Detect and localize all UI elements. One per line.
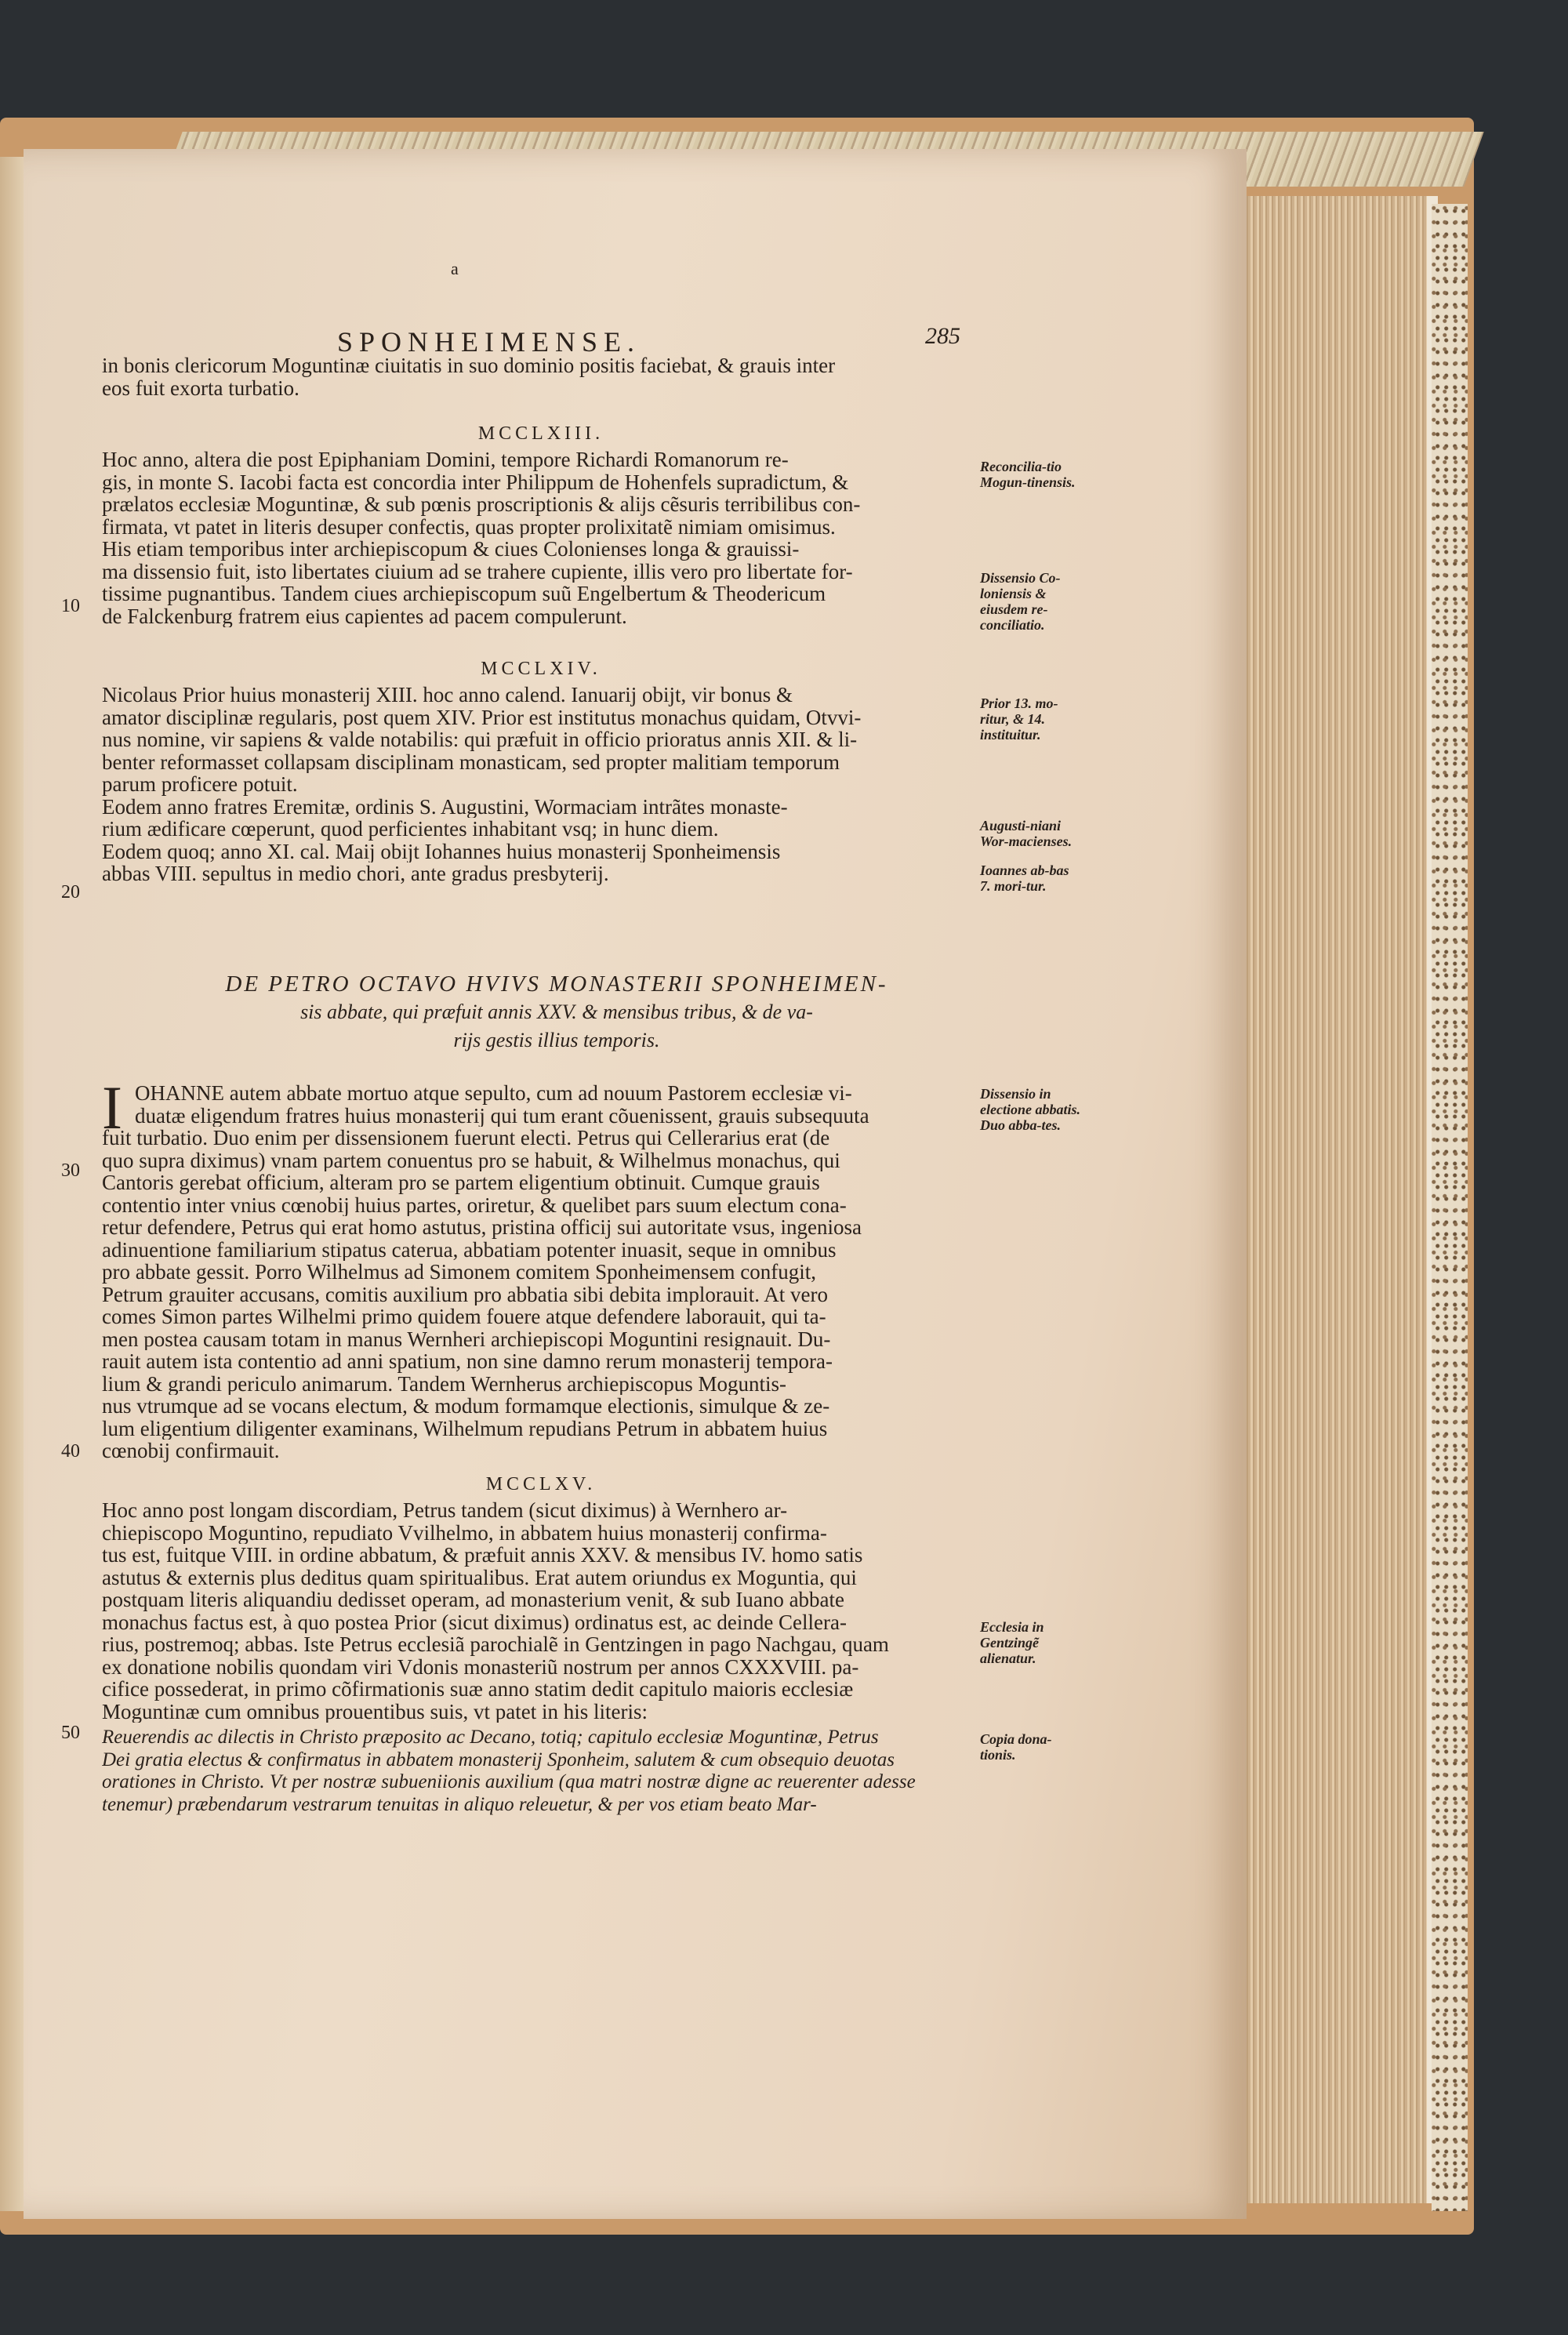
text-line: ma dissensio fuit, isto libertates ciuium ad se trahere cupiente, illis vero pro libertate for- (102, 560, 853, 583)
year-heading-1265: MCCLXV. (485, 1474, 597, 1494)
line-number: 50 (61, 1723, 80, 1743)
text-line: adinuentione familiarium stipatus caterua, abbatiam potenter inuasit, seque in omnibus (102, 1238, 837, 1261)
line-number: 20 (61, 882, 80, 902)
line-number: 30 (61, 1160, 80, 1181)
text-line: fuit turbatio. Duo enim per dissensionem fuerunt electi. Petrus qui Cellerarius erat (de (102, 1127, 830, 1149)
text-line: OHANNE autem abbate mortuo atque sepulto, cum ad nouum Pastorem ecclesiæ vi- (135, 1082, 852, 1105)
text-line: contentio inter vnius cœnobij huius partes, oriretur, & quelibet pars suum electum cona- (102, 1193, 847, 1216)
text-line: men postea causam totam in manus Wernheri archiepiscopi Moguntini resignauit. Du- (102, 1327, 831, 1350)
margin-note: Ioannes ab-bas 7. mori-tur. (980, 862, 1069, 894)
text-line: Petrum grauiter accusans, comitis auxilium pro abbatia sibi debita implorauit. At vero (102, 1283, 829, 1305)
text-line: benter reformasset collapsam disciplinam monasticam, sed propter malitiam temporum (102, 750, 840, 773)
year-heading-1264: MCCLXIV. (481, 659, 601, 679)
text-line: orationes in Christo. Vt per nostræ subueniionis auxilium (qua matri nostræ digne ac reuerenter adesse (102, 1771, 916, 1792)
text-line: His etiam temporibus inter archiepiscopum & ciues Colonienses longa & grauissi- (102, 538, 800, 561)
margin-note: Dissensio Co-loniensis & eiusdem re-conciliatio. (980, 570, 1061, 633)
text-line: parum proficere potuit. (102, 773, 298, 796)
text-line: Reuerendis ac dilectis in Christo præposito ac Decano, totiq; capitulo ecclesiæ Moguntinæ, Petrus (102, 1727, 879, 1748)
text-line: Eodem quoq; anno XI. cal. Maij obijt Iohannes huius monasterij Sponheimensis (102, 840, 781, 862)
text-line: quo supra diximus) vnam partem conuentus pro se habuit, & Wilhelmus monachus, qui (102, 1149, 840, 1171)
letter-quotation (102, 1727, 980, 1816)
margin-note: Reconcilia-tio Mogun-tinensis. (980, 459, 1076, 490)
signature-mark: a (451, 259, 459, 278)
paragraph-1265 (102, 1499, 980, 1723)
text-line: Cantoris gerebat officium, alteram pro se partem eligentium obtinuit. Cumque grauis (102, 1171, 820, 1194)
running-head: SPONHEIMENSE. (337, 326, 641, 358)
text-line: comes Simon partes Wilhelmi primo quidem fouere atque defendere laborauit, qui ta- (102, 1305, 826, 1328)
text-line: monachus factus est, à quo postea Prior (sicut diximus) ordinatus est, ac deinde Cellera- (102, 1611, 847, 1633)
text-line: eos fuit exorta turbatio. (102, 376, 299, 399)
chapter-title (133, 970, 980, 1055)
text-line: tissime pugnantibus. Tandem ciues archiepiscopum suũ Engelbertum & Theodericum (102, 583, 826, 605)
page-number: 285 (925, 323, 960, 349)
text-line: Eodem anno fratres Eremitæ, ordinis S. Augustini, Wormaciam intrãtes monaste- (102, 795, 788, 818)
text-line: chiepiscopo Moguntino, repudiato Vvilhelmo, in abbatem huius monasterij confirma- (102, 1521, 827, 1544)
text-line: tus est, fuitque VIII. in ordine abbatum, & præfuit annis XXV. & mensibus IV. homo satis (102, 1544, 863, 1567)
text-line: astutus & externis plus deditus quam spiritualibus. Erat autem oriundus ex Moguntia, qui (102, 1566, 857, 1589)
margin-note: Ecclesia in Gentzingẽ alienatur. (980, 1619, 1044, 1666)
text-line: Hoc anno, altera die post Epiphaniam Domini, tempore Richardi Romanorum re- (102, 448, 789, 471)
page-stack-edge (1223, 196, 1438, 2203)
paragraph-1264 (102, 684, 980, 885)
text-line: in bonis clericorum Moguntinæ ciuitatis in suo dominio positis faciebat, & grauis inter (102, 354, 836, 377)
line-number: 10 (61, 596, 80, 616)
text-line: postquam literis aliquandiu dedisset operam, ad monasterium venit, & sub Iuano abbate (102, 1589, 845, 1611)
text-line: tenemur) præbendarum vestrarum tenuitas in aliquo releuetur, & per vos etiam beato Mar- (102, 1793, 817, 1815)
text-line: nus vtrumque ad se vocans electum, & modum formamque electionis, simulque & ze- (102, 1395, 830, 1418)
text-line: firmata, vt patet in literis desuper confectis, quas propter prolixitatẽ nimiam omisimus. (102, 515, 836, 538)
text-line: Moguntinæ cum omnibus prouentibus suis, vt patet in his literis: (102, 1700, 648, 1723)
text-line: cifice possederat, in primo cõfirmationis suæ anno statim dedit capitulo maioris ecclesiæ (102, 1678, 854, 1701)
text-line: cœnobij confirmauit. (102, 1440, 280, 1462)
year-heading-1263: MCCLXIII. (477, 423, 604, 444)
margin-note: Dissensio in electione abbatis. Duo abba-tes. (980, 1086, 1080, 1133)
drop-cap: I (102, 1073, 122, 1142)
text-line: Dei gratia electus & confirmatus in abbatem monasterij Sponheim, salutem & cum obsequio deuotas (102, 1749, 895, 1770)
text-line: lium & grandi periculo animarum. Tandem Wernherus archiepiscopus Moguntis- (102, 1372, 786, 1395)
text-line: rius, postremoq; abbas. Iste Petrus ecclesiã parochialẽ in Gentzingen in pago Nachgau, quam (102, 1633, 889, 1656)
paragraph-chapter-opening (102, 1073, 980, 1462)
line-number: 40 (61, 1441, 80, 1462)
speckled-fore-edge (1432, 204, 1468, 2211)
text-line: pro abbate gessit. Porro Wilhelmus ad Simonem comitem Sponheimensem confugit, (102, 1261, 817, 1284)
paragraph-continuation (102, 354, 980, 399)
margin-note: Augusti-niani Wor-macienses. (980, 818, 1073, 849)
text-line: duatæ eligendum fratres huius monasterij qui tum erant cõuenissent, grauis subsequuta (135, 1104, 869, 1127)
chapter-title-line: DE PETRO OCTAVO HVIVS MONASTERII SPONHEIMEN- (225, 971, 888, 997)
text-line: nus nomine, vir sapiens & valde notabilis: qui præfuit in officio prioratus annis XII. & li- (102, 728, 858, 751)
book-page (24, 149, 1247, 2219)
page-content (24, 149, 1247, 2219)
text-line: retur defendere, Petrus qui erat homo astutus, pristina officij sui autoritate vsus, ingeniosa (102, 1216, 862, 1239)
text-line: ex donatione nobilis quondam viri Vdonis monasteriũ nostrum per annos CXXXVIII. pa- (102, 1655, 859, 1678)
text-line: amator disciplinæ regularis, post quem XIV. Prior est institutus monachus quidam, Otvvi- (102, 706, 862, 728)
margin-note: Prior 13. mo-ritur, & 14. instituitur. (980, 695, 1058, 743)
text-line: prælatos ecclesiæ Moguntinæ, & sub pœnis proscriptionis & alijs cẽsuris terribilibus con- (102, 493, 861, 516)
text-line: de Falckenburg fratrem eius capientes ad pacem compulerunt. (102, 605, 627, 627)
text-line: gis, in monte S. Iacobi facta est concordia inter Philippum de Hohenfels supradictum, & (102, 470, 849, 493)
text-line: Hoc anno post longam discordiam, Petrus tandem (sicut diximus) à Wernhero ar- (102, 1499, 788, 1522)
text-line: Nicolaus Prior huius monasterij XIII. hoc anno calend. Ianuarij obijt, vir bonus & (102, 684, 793, 706)
paragraph-1263 (102, 448, 980, 627)
text-line: lum eligentium diligenter examinans, Wilhelmum repudians Petrum in abbatem huius (102, 1417, 828, 1440)
text-line: abbas VIII. sepultus in medio chori, ante gradus presbyterij. (102, 862, 609, 885)
chapter-title-line: sis abbate, qui præfuit annis XXV. & mensibus tribus, & de va- (300, 1000, 813, 1023)
chapter-title-line: rijs gestis illius temporis. (453, 1029, 660, 1051)
text-line: rauit autem ista contentio ad anni spatium, non sine damno rerum monasterij tempora- (102, 1350, 833, 1373)
margin-note: Copia dona-tionis. (980, 1731, 1052, 1763)
text-line: rium ædificare cœperunt, quod perficientes inhabitant vsq; in hunc diem. (102, 818, 719, 841)
